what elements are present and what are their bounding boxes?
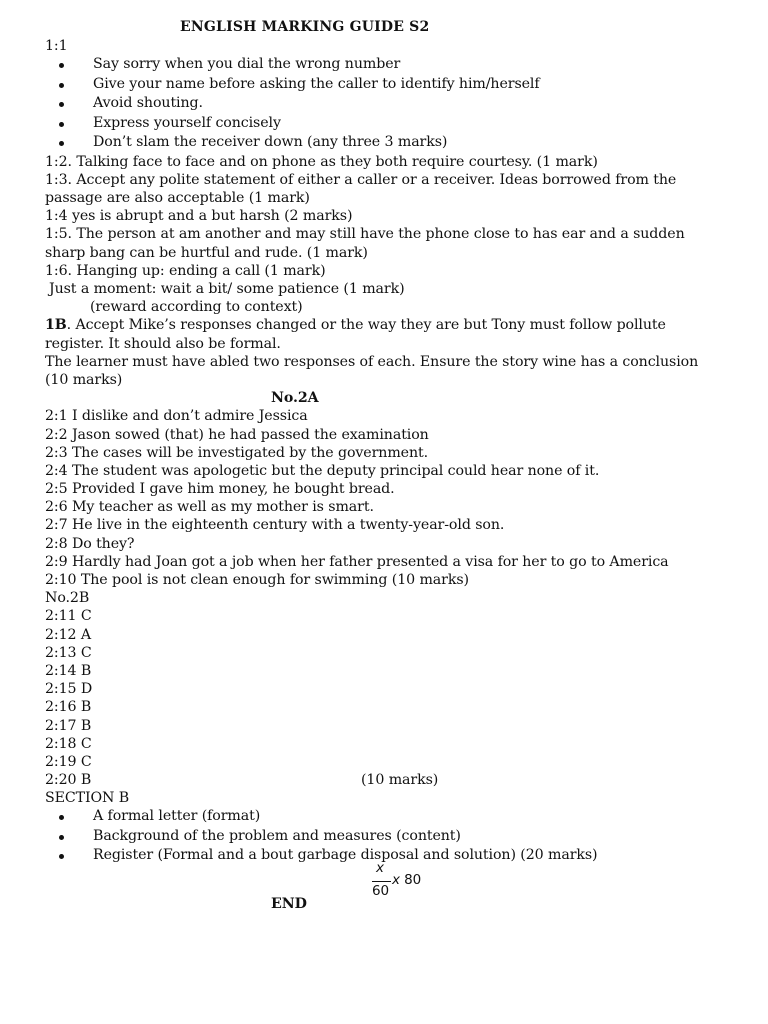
answer-line: 2:19 C <box>45 753 92 770</box>
section-1 <box>45 37 745 866</box>
answer-line: 2:10 The pool is not clean enough for swimming (10 marks) <box>45 572 469 588</box>
list-item: Give your name before asking the caller to identify him/herself <box>45 75 745 95</box>
section-2b-heading: No.2B <box>45 590 90 607</box>
section-1b-text: . Accept Mike’s responses changed or the way they are but Tony must follow pollute <box>66 317 666 334</box>
list-item: Register (Formal and a bout garbage disposal and solution) (20 marks) <box>45 846 745 866</box>
answer-line: passage are also acceptable (1 mark) <box>45 190 310 207</box>
section-1b-line-1 <box>45 316 745 334</box>
answer-line: 2:8 Do they? <box>45 535 135 552</box>
formula-numerator: x <box>376 860 384 876</box>
answer-line: 2:18 C <box>45 735 92 752</box>
section-b-heading: SECTION B <box>45 790 130 807</box>
section-1b-line-3: The learner must have abled two responses of each. Ensure the story wine has a conclusion <box>45 353 699 370</box>
answer-line: 2:16 B <box>45 699 92 716</box>
section-1b-line-4: (10 marks) <box>45 371 123 388</box>
answer-line: 1:3. Accept any polite statement of either a caller or a receiver. Ideas borrowed from the <box>45 171 677 188</box>
answer-line: 2:3 The cases will be investigated by the government. <box>45 444 429 461</box>
answer-line: 2:17 B <box>45 717 92 734</box>
answer-line: 2:7 He live in the eighteenth century with a twenty-year-old son. <box>45 517 505 534</box>
answer-line: 2:9 Hardly had Joan got a job when her father presented a visa for her to go to America <box>45 553 669 570</box>
answer-line: 2:1 I dislike and don’t admire Jessica <box>45 408 308 425</box>
answer-line: 1:5. The person at am another and may still have the phone close to has ear and a sudden <box>45 226 685 243</box>
formula-multiplier-value: 80 <box>404 872 422 888</box>
answer-line: 1:4 yes is abrupt and a but harsh (2 marks) <box>45 208 353 225</box>
answer-line: 1:6. Hanging up: ending a call (1 mark) <box>45 262 326 279</box>
section-1-heading: 1:1 <box>45 38 68 54</box>
formula-multiplier <box>392 872 452 888</box>
answer-line: 1:2. Talking face to face and on phone as they both require courtesy. (1 mark) <box>45 153 598 170</box>
list-item: Don’t slam the receiver down (any three 3 marks) <box>45 133 745 153</box>
list-item: Avoid shouting. <box>45 94 745 114</box>
answer-line: sharp bang can be hurtful and rude. (1 mark) <box>45 244 368 261</box>
answer-line: 2:11 C <box>45 608 92 625</box>
reward-note: (reward according to context) <box>90 299 303 316</box>
formula-times: x <box>392 872 400 888</box>
section-1b-line-2: register. It should also be formal. <box>45 335 281 352</box>
section-2a-heading: No.2A <box>271 390 319 407</box>
end-marker: END <box>271 896 307 912</box>
section-b-bullets <box>45 807 745 866</box>
answer-line: 2:5 Provided I gave him money, he bought bread. <box>45 481 395 498</box>
answer-line-last <box>45 771 745 789</box>
list-item: Express yourself concisely <box>45 114 745 134</box>
answer-line: 2:4 The student was apologetic but the deputy principal could hear none of it. <box>45 462 600 479</box>
answer-line: 2:12 A <box>45 626 92 643</box>
answer-line: Just a moment: wait a bit/ some patience (1 mark) <box>49 281 405 297</box>
answer-line: 2:6 My teacher as well as my mother is smart. <box>45 499 374 516</box>
answer-line: 2:2 Jason sowed (that) he had passed the examination <box>45 426 429 443</box>
answer-line: 2:14 B <box>45 662 92 679</box>
answer-line: 2:15 D <box>45 681 93 698</box>
formula-denominator: 60 <box>372 883 389 899</box>
section-1b-label: 1B <box>45 317 67 334</box>
answer-text: 2:20 B <box>45 772 92 789</box>
list-item: Background of the problem and measures (content) <box>45 827 745 847</box>
answer-line: 2:13 C <box>45 644 92 661</box>
section-1-bullets <box>45 55 745 153</box>
document-title: ENGLISH MARKING GUIDE S2 <box>180 19 430 35</box>
section-2b-marks: (10 marks) <box>361 772 439 789</box>
list-item: A formal letter (format) <box>45 807 745 827</box>
fraction-bar <box>372 881 391 882</box>
list-item: Say sorry when you dial the wrong number <box>45 55 745 75</box>
